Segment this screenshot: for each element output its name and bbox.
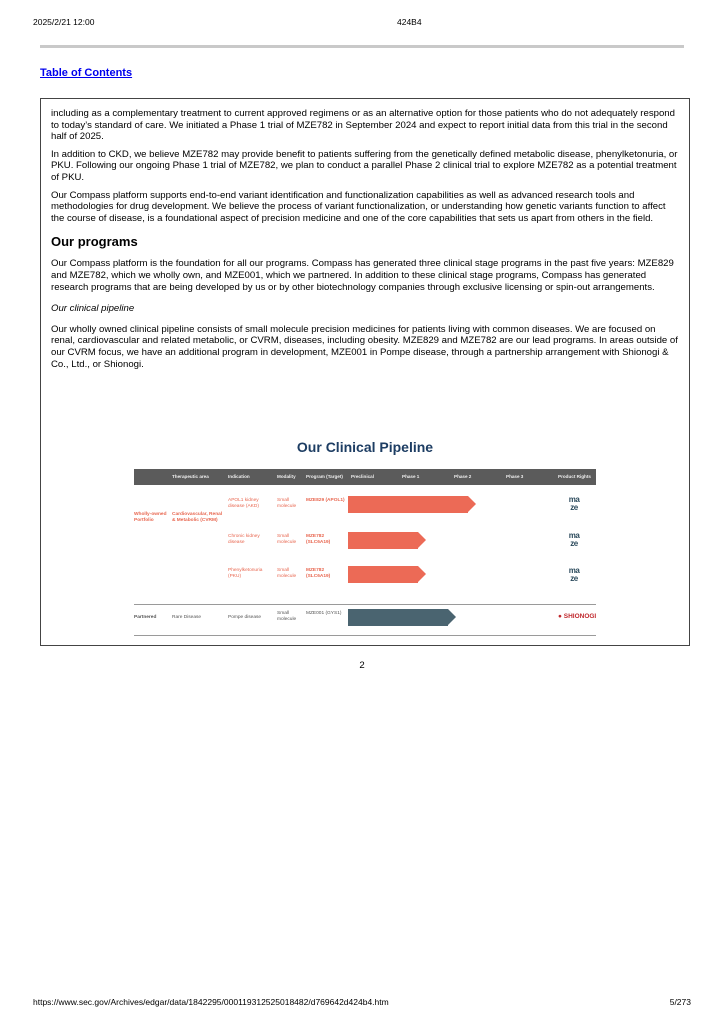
print-doc-id: 424B4 <box>397 17 422 27</box>
heading-clinical-pipeline: Our clinical pipeline <box>51 303 135 315</box>
row2-progress-arrow <box>418 532 426 548</box>
partnered-program: MZE001 (GYS1) <box>306 611 342 616</box>
partnered-progress-arrow <box>448 609 456 625</box>
pipeline-title: Our Clinical Pipeline <box>296 439 434 455</box>
header-product-rights: Product Rights <box>558 474 591 479</box>
row2-indication: Chronic kidney disease <box>228 534 260 545</box>
paragraph-compass-platform: Our Compass platform supports end-to-end variant identification and functionalization capabilities as well as advanced research tools and methodologies for drug development. We believe the process of variant functionalization, or understanding how genetic variants function to affect the course of disease, is a foundational aspect of precision medicine and one of the core capabilities that sets us apart from others in the field. <box>51 189 666 224</box>
header-therapeutic-area: Therapeutic area <box>172 474 209 479</box>
row3-program: MZE782 (SLC6A19) <box>306 568 331 579</box>
row2-modality: Small molecule <box>277 534 297 545</box>
group-partnered: Partnered <box>134 615 157 620</box>
partnered-indication: Pompe disease <box>228 615 262 620</box>
print-date: 2025/2/21 12:00 <box>33 17 95 27</box>
row1-progress-arrow <box>468 496 476 512</box>
partnered-area: Rare Disease <box>172 615 202 620</box>
heading-our-programs: Our programs <box>51 234 138 250</box>
group-wholly-owned: Wholly-owned Portfolio <box>134 512 167 523</box>
print-footer <box>33 997 691 1009</box>
print-url: https://www.sec.gov/Archives/edgar/data/1842295/000119312525018482/d769642d424b4.htm <box>33 997 389 1007</box>
row2-progress-bar <box>348 532 418 549</box>
table-of-contents-link[interactable]: Table of Contents <box>40 67 133 79</box>
header-phase-2: Phase 2 <box>454 474 472 479</box>
header-phase-1: Phase 1 <box>402 474 420 479</box>
row1-program: MZE829 (APOL1) <box>306 498 345 503</box>
partnered-progress-bar <box>348 609 448 626</box>
paragraph-programs: Our Compass platform is the foundation for all our programs. Compass has generated three clinical stage programs in the past five years: MZE829 and MZE782, which we wholly own, and MZE001, which we partnered. In addition to these clinical stage programs, Compass has generated research programs that are being developed by us or by other biotechnology companies through exclusive licensing or spin-out arrangements. <box>51 258 674 293</box>
top-divider <box>40 45 684 48</box>
group-cvrm: Cardiovascular, Renal & Metabolic (CVRM) <box>172 512 223 523</box>
paragraph-cvrm-treatment: including as a complementary treatment to current approved regimens or as an alternative option for those patients who do not adequately respond to today’s standard of care. We initiated a Phase 1 trial of MZE782 in September 2024 and expect to report initial data from this trial in the second half of 2025. <box>51 108 675 143</box>
paragraph-pipeline: Our wholly owned clinical pipeline consists of small molecule precision medicines for patients living with common diseases. We are focused on renal, cardiovascular and related metabolic, or CVRM, diseases, including obesity. MZE829 and MZE782 are our lead programs. In areas outside of our CVRM focus, we have an additional program in development, MZE001 in Pompe disease, through a partnership arrangement with Shionogi & Co., Ltd., or Shionogi. <box>51 323 678 370</box>
pipeline-figure <box>134 436 596 640</box>
row1-modality: Small molecule <box>277 498 297 509</box>
row3-progress-bar <box>348 566 418 583</box>
shionogi-logo: ● SHIONOGI <box>558 613 597 620</box>
row1-progress-bar <box>348 496 468 513</box>
partnered-modality: Small molecule <box>277 611 297 622</box>
row3-progress-arrow <box>418 566 426 582</box>
row1-maze-logo: ma ze <box>568 495 580 512</box>
row1-indication: APOL1 kidney disease (AKD) <box>228 498 259 509</box>
pipeline-bottom-rule <box>134 635 596 636</box>
document-body <box>51 108 681 376</box>
row3-indication: Phenylketonuria (PKU) <box>228 568 263 579</box>
row2-program: MZE782 (SLC6A19) <box>306 534 331 545</box>
row3-modality: Small molecule <box>277 568 297 579</box>
header-indication: Indication <box>228 474 250 479</box>
print-header <box>33 17 691 29</box>
print-page-count: 5/273 <box>669 997 691 1007</box>
header-preclinical: Preclinical <box>351 474 374 479</box>
group-separator <box>134 604 596 605</box>
header-phase-3: Phase 3 <box>506 474 524 479</box>
page-number: 2 <box>359 660 365 671</box>
paragraph-pku: In addition to CKD, we believe MZE782 may provide benefit to patients suffering from the genetically defined metabolic disease, phenylketonuria, or PKU. Following our ongoing Phase 1 trial of MZE782, we plan to conduct a parallel Phase 2 clinical trial to explore MZE782 as a potential treatment of PKU. <box>51 148 678 183</box>
row2-maze-logo: ma ze <box>568 531 580 548</box>
header-program: Program (Target) <box>306 474 343 479</box>
row3-maze-logo: ma ze <box>568 566 580 583</box>
header-modality: Modality <box>277 474 296 479</box>
